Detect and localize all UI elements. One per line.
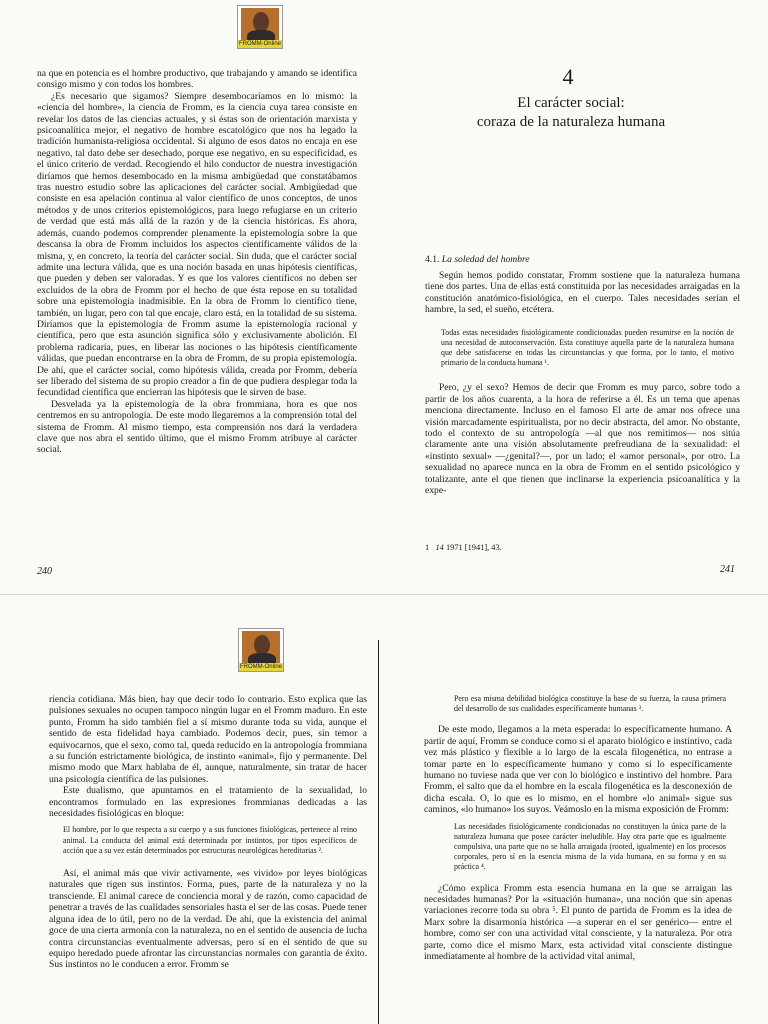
page-241-text xyxy=(425,270,740,497)
page-number-240: 240 xyxy=(37,566,52,577)
chapter-title xyxy=(460,94,682,132)
paragraph: ¿Cómo explica Fromm esta esencia humana en la que se arraigan las necesidades humanas? Por la «situación humana», una noción que sin apenas variaciones recorre toda su obra ⁵. El punto de partida de Fromm es la idea de Marx sobre la disarmonía histórica —a superar en el ser genérico— entre el hombre, como ser con una actividad vital consciente, y la naturaleza. Por otra parte, como dice el mismo Marx, esta actividad vital consciente distingue inmediatamente al hombre de la actividad vital animal, xyxy=(424,882,732,963)
block-quote: El hombre, por lo que respecta a su cuerpo y a sus funciones fisiológicas, pertenece al reino animal. La conducta del animal está determinada por instintos, por tipos específicos de acción que a su vez están determinados por estructuras neurológicas hereditarias ². xyxy=(63,825,357,855)
page-divider xyxy=(0,594,768,595)
fromm-online-logo xyxy=(238,628,284,672)
fromm-online-logo xyxy=(237,5,283,49)
footnote-number: 1 xyxy=(425,543,430,552)
spine-line xyxy=(378,640,379,1024)
page-number-241: 241 xyxy=(720,564,735,575)
paragraph: na que en potencia es el hombre productivo, que trabajando y amando se identifica consigo mismo y con todos los hombres. xyxy=(37,68,357,91)
logo-caption: FROMM-Online xyxy=(239,664,282,670)
portrait-image xyxy=(241,8,279,42)
page-240-text xyxy=(37,68,357,456)
block-quote: Las necesidades fisiológicamente condicionadas no constituyen la única parte de la naturaleza humana que posee carácter ineludible. Hay otra parte que es igualmente compulsiva, una parte que no se halla arraigada (rooted, igualmente) en los procesos corporales, pero sí en la esencia misma de la vida humana, en su forma y en su práctica ⁴. xyxy=(454,821,726,872)
section-heading xyxy=(425,254,530,265)
paragraph: ¿Es necesario que sigamos? Siempre desembocaríamos en lo mismo: la «ciencia del hombre», la ciencia de Fromm, es la ciencia cuya tarea consiste en revelar los datos de las ciencias actuales, y si éstas son de orientación marxista y psicoanalítica mejor, el negativo de hombre escatológico que nos ha legado la tradición humanista-religiosa occidental. Si alguno de esos datos no encaja en ese negativo, tal dato debe ser desechado, porque ese negativo, en su especificidad, es el único criterio de verdad. Recogiendo el hilo conductor de nuestra investigación diríamos que hemos desembocado en la misma ambigüedad que constatábamos tras nuestro estudio sobre las aplicaciones del carácter social. Ambigüedad que consiste en esa apelación continua al valor científico de unos conceptos, de unos métodos y de unos criterios epistemológicos, para luego refugiarse en un criterio de verdad que está más allá de la razón y de la ciencia históricas. Es ahora, además, cuando podemos comprender plenamente la epistemología sobre la que descansa la obra de Fromm incluidos los aspectos científicamente válidos de la misma, y, en concreto, la teoría del carácter social. Sin duda, que el carácter social admite una lectura válida, que es una noción basada en unas hipótesis científicas, que pueden y deben ser valoradas. Y es que los valores científicos no deben ser excluidos de la obra de Fromm por el hecho de que ésta repose en su totalidad sobre una epistemología inadmisible. En la obra de Fromm lo científico tiene, también, un lugar, pero con tal que encaje, claro está, en la totalidad de su sistema. Diríamos que la epistemología de Fromm asume la epistemología racional y científica, pero que esta asunción significa sólo y exclusivamente abolición. El problema radicaría, pues, en liberar las nociones o las hipótesis científicamente válidas, que puedan encontrarse en la obra de Fromm, de su propia epistemología. De ahí, que el carácter social, como hipótesis válida, creada por Fromm, debería ser liberado del sistema de su propio creador a fin de que pudiera desplegar toda la fecundidad científica que encierran las hipótesis que le sirven de base. xyxy=(37,90,357,399)
chapter-title-line-1: El carácter social: xyxy=(517,95,625,111)
paragraph: Así, el animal más que vivir activamente, «es vivido» por leyes biológicas naturales que rigen sus instintos. Forma, pues, parte de la naturaleza y no la transciende. El animal carece de conciencia moral y de razón, como capacidad de penetrar a través de las cualidades sensoriales hasta el ser de las cosas. Puede tener alguna idea de lo útil, pero no de la verdad. De ahí, que la existencia del animal goce de una cierta armonía con la naturaleza, no en el sentido de ausencia de lucha contra circunstancias eventualmente adversas, pero sí en el sentido de que su equipo heredado puede afrontar las circunstancias normales con garantía de éxito. Sus instintos no le conducen a error. Fromm se xyxy=(49,868,367,971)
section-number: 4.1. xyxy=(425,254,440,265)
paragraph: Pero, ¿y el sexo? Hemos de decir que Fromm es muy parco, sobre todo a partir de los años cuarenta, a la hora de referirse a él. Es un tema que apenas menciona directamente. Incluso en el famoso El arte de amar nos ofrece una visión marcadamente espiritualista, por no decir abstracta, del amor. No obstante, todo el contexto de su antropología —al que nos remitimos— nos sitúa claramente ante una visión absolutamente prefreudiana de la sexualidad: el «instinto sexual» —¿genital?—, por un lado; el «amor personal», por otro. La sexualidad no aparece nunca en la obra de Fromm en el sentido psicológico y totalizante, ante el que tienen que inclinarse la experiencia psicoanalítica y la expe- xyxy=(425,382,740,497)
chapter-number: 4 xyxy=(562,64,574,89)
paragraph: De este modo, llegamos a la meta esperada: lo específicamente humano. A partir de aquí, Fromm se conduce como si el aparato biológico e instintivo, cada vez más plástico y flexible a lo largo de la escala filogenética, no entrase a tomar parte en lo específicamente humano y como si lo específicamente humano no tuviese nada que ver con lo biológico e instintivo del hombre. Para Fromm, el salto que da el hombre en la escala filogenética es la desconexión de dicha escala. O, lo que es lo mismo, en el hombre «lo animal» sigue sus caminos, «lo humano» los suyos. Veámoslo en la misma exposición de Fromm: xyxy=(424,724,732,816)
paragraph: Según hemos podido constatar, Fromm sostiene que la naturaleza humana tiene dos partes. Una de ellas está constituida por las necesidades arraigadas en la constitución anatómico-fisiológica, en el cuerpo. Tales necesidades serían el hambre, la sed, el sueño, etcétera. xyxy=(425,270,740,316)
paragraph: Desvelada ya la epistemología de la obra frommiana, hora es que nos centremos en su antropología. De este modo llegaremos a la comprensión total del sistema de Fromm. Al mismo tiempo, esta comprensión nos dará la verdadera clave que nos abra el sentido último, que el mismo Fromm atribuye al carácter social. xyxy=(37,398,357,456)
block-quote: Pero esa misma debilidad biológica constituye la base de su fuerza, la causa primera del desarrollo de sus cualidades específicamente humanas ³. xyxy=(454,694,726,714)
footnote xyxy=(425,543,502,552)
page-bottom-left-text xyxy=(49,694,367,971)
paragraph: Este dualismo, que apuntamos en el tratamiento de la sexualidad, lo encontramos formulado en las expresiones frommianas dedicadas a las necesidades fisiológicas en bloque: xyxy=(49,785,367,820)
portrait-image xyxy=(242,631,280,665)
paragraph: riencia cotidiana. Más bien, hay que decir todo lo contrario. Esto explica que las pulsiones sexuales no ocupen tampoco ningún lugar en el Fromm maduro. En este punto, Fromm ha sido también fiel a sí mismo durante toda su vida, aunque el sentido de esta fidelidad haya cambiado. Podemos decir, pues, sin temor a equivocarnos, que el sexo, como tal, queda reducido en la antropología frommiana a su función estrictamente biológica, de instinto «animal», fijo y permanente. Del mismo modo que Marx hablaba de él, aunque, naturalmente, sin tratar de hacer una psicología científica de las pulsiones. xyxy=(49,694,367,785)
logo-caption: FROMM-Online xyxy=(238,41,281,47)
chapter-title-line-2: coraza de la naturaleza humana xyxy=(476,114,666,130)
page-bottom-right-text xyxy=(398,694,732,963)
footnote-ref: 14 xyxy=(435,543,444,552)
section-title: La soledad del hombre xyxy=(441,254,530,265)
block-quote: Todas estas necesidades fisiológicamente condicionadas pueden resumirse en la noción de una necesidad de autoconservación. Esta constituye aquella parte de la naturaleza humana que debe satisfacerse en todas las circunstancias y que forma, por lo tanto, el motivo primario de la conducta humana ¹. xyxy=(441,327,734,368)
footnote-text: 1971 [1941], 43. xyxy=(443,543,502,552)
